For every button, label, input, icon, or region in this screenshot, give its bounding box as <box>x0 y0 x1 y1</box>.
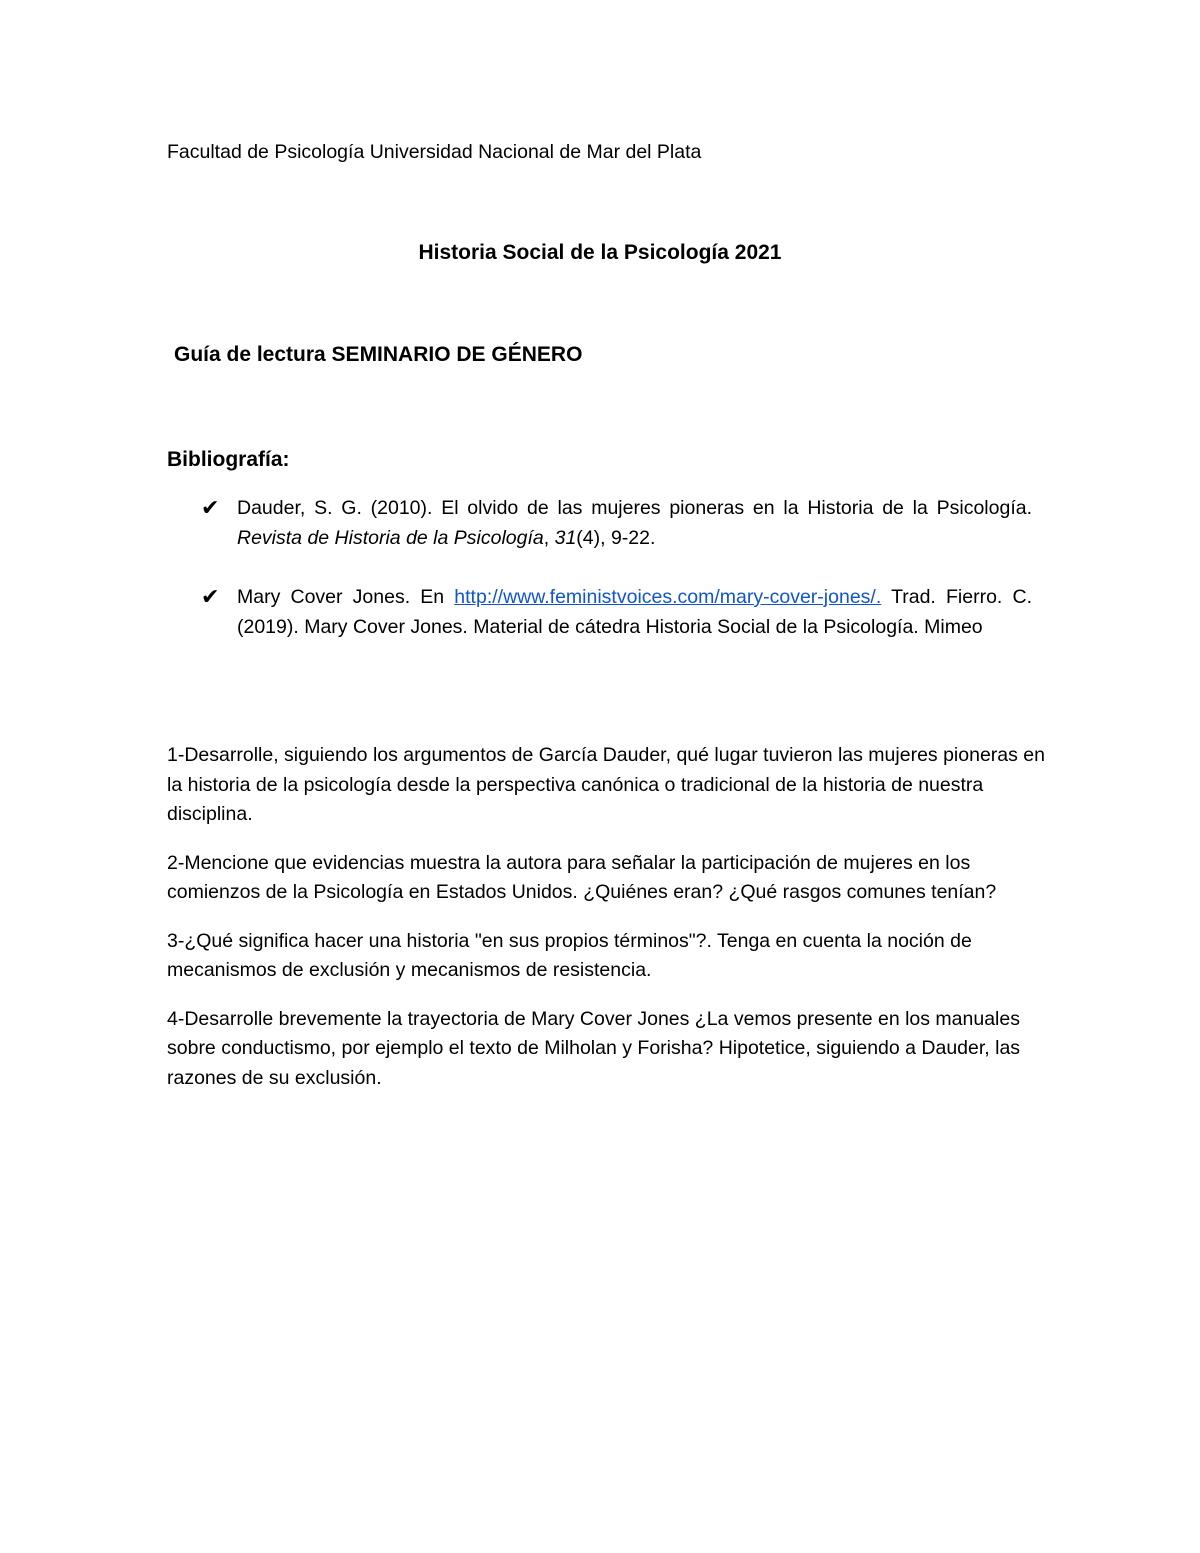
feministvoices-link[interactable]: http://www.feministvoices.com/mary-cover-jones/. <box>454 586 882 608</box>
question-1: 1-Desarrolle, siguiendo los argumentos de García Dauder, qué lugar tuvieron las mujeres pioneras en la historia de la psicología desde la perspectiva canónica o tradicional de la historia de nuestra disciplina. <box>167 744 1045 825</box>
bibliography-item-translation: Trad. Fierro. C. (2019). Mary Cover Jones. Material de cátedra Historia Social de la Psicología. Mimeo <box>237 586 1033 638</box>
bibliography-item-text: Mary Cover Jones. En <box>237 586 445 608</box>
bibliography-item <box>201 494 1032 553</box>
questions-list <box>167 741 1047 1112</box>
journal-volume: 31 <box>554 526 577 549</box>
bibliography-item-text: Dauder, S. G. (2010). El olvido de las mujeres pioneras en la Historia de la Psicología. <box>237 497 1032 519</box>
question-2: 2-Mencione que evidencias muestra la autora para señalar la participación de mujeres en los comienzos de la Psicología en Estados Unidos. ¿Quiénes eran? ¿Qué rasgos comunes tenían? <box>167 851 997 903</box>
citation-separator: , <box>543 526 550 549</box>
document-title: Historia Social de la Psicología 2021 <box>418 241 782 264</box>
bibliography-item <box>201 583 1033 642</box>
check-mark-icon: ✔ <box>201 585 220 610</box>
reading-guide-subtitle: Guía de lectura SEMINARIO DE GÉNERO <box>174 343 583 366</box>
bibliography-heading: Bibliografía: <box>167 448 290 471</box>
journal-title: Revista de Historia de la Psicología <box>237 526 544 549</box>
citation-issue-pages: (4), 9-22. <box>576 526 656 549</box>
question-4: 4-Desarrolle brevemente la trayectoria de Mary Cover Jones ¿La vemos presente en los manuales sobre conductismo, por ejemplo el texto de Milholan y Forisha? Hipotetice, siguiendo a Dauder, las razones de su exclusión. <box>167 1007 1021 1089</box>
question-3: 3-¿Qué significa hacer una historia "en sus propios términos"?. Tenga en cuenta la noción de mecanismos de exclusión y mecanismos de resistencia. <box>167 929 972 981</box>
institution-header: Facultad de Psicología Universidad Nacional de Mar del Plata <box>167 141 702 163</box>
check-mark-icon: ✔ <box>201 496 220 521</box>
